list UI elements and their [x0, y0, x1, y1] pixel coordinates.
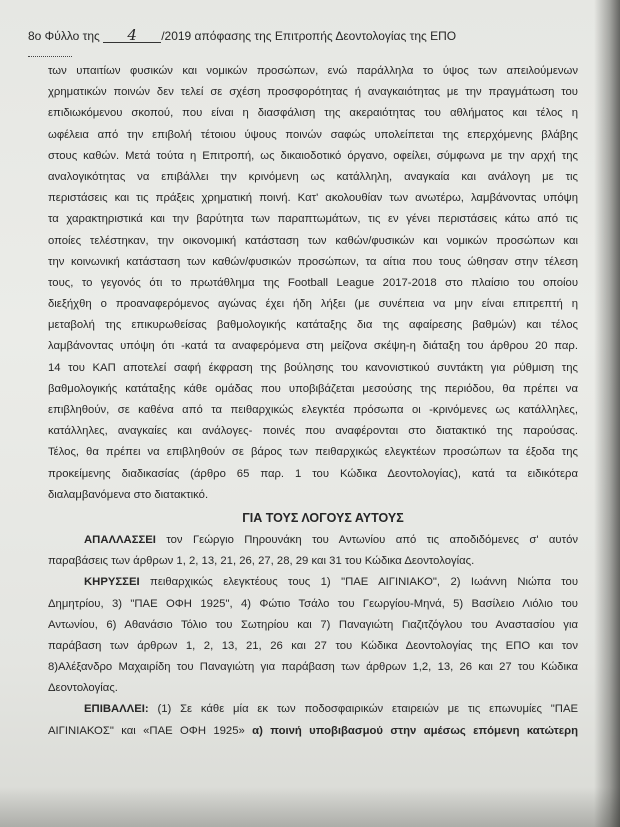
- apallassei-line: ΑΠΑΛΛΑΣΣΕΙ τον Γεώργιο Πηρουνάκη του Αντωνίου από τις αποδιδόμενες σ' αυτόν: [84, 533, 578, 546]
- text-line: χρηματικών ποινών δεν τελεί σε σχέση προσφορότητας ή αναγκαιότητας με την πραγμάτωση του: [48, 86, 578, 99]
- kiryssei-keyword: ΚΗΡΥΣΣΕΙ: [84, 576, 140, 589]
- text-line: παραβάσεις των άρθρων 1, 2, 13, 21, 26, 27, 28, 29 και 31 του Κώδικα Δεοντολογίας.: [48, 555, 475, 568]
- page-header: [28, 28, 580, 50]
- text-line: βαθμολογικής κατάταξης κάθε ομάδας που υποβιβάζεται μεσούσης της περιόδου, θα πρέπει να: [48, 382, 578, 395]
- reasoning-paragraph: [28, 61, 580, 742]
- text-line: λαμβάνοντας υπόψη ότι -κατά τα αναφερόμενα στη μείζονα σκέψη-η διάταξη του άρθρου 20 παρ.: [48, 340, 578, 353]
- text-line: μεταβολή της επικυρωθείσας βαθμολογικής κατάταξης δια της αφαίρεσης βαθμών) και τέλος: [48, 319, 578, 332]
- text-line: αναλογικότητας να επιβάλλει την κρινόμενη ως κατάλληλη, αναγκαία και ανάλογη με τις: [48, 170, 578, 183]
- text-line: διαλαμβανόμενα στο διατακτικό.: [48, 488, 209, 501]
- text-line: Τέλος, θα πρέπει να επιβληθούν σε βάρος των πειθαρχικώς ελεγκτέων προσώπων τα έξοδα της: [48, 446, 578, 459]
- dotted-separator: [28, 54, 72, 57]
- text-line: 8)Αλέξανδρο Μαχαιρίδη του Παναγιώτη για παράβαση των άρθρων 1,2, 13, 26 και 27 του Κώδικα: [48, 661, 578, 674]
- epivallei-line-2: ΑΙΓΙΝΙΑΚΟΣ" και «ΠΑΕ ΟΦΗ 1925» α) ποινή υποβιβασμού στην αμέσως επόμενη κατώτερη: [48, 724, 579, 737]
- text-line: των υπαιτίων φυσικών και νομικών προσώπων, ενώ παράλληλα το ύψος των απειλούμενων: [48, 65, 578, 77]
- section-heading: ΓΙΑ ΤΟΥΣ ΛΟΓΟΥΣ ΑΥΤΟΥΣ: [242, 510, 404, 525]
- header-suffix: /2019 απόφασης της Επιτροπής Δεοντολογίας της ΕΠΟ: [161, 29, 457, 43]
- text-line: Αντωνίου, 6) Αθανάσιο Τόλιο του Σωτηρίου και 7) Παναγιώτη Γιαζιτζόγλου του Αναστασίου για: [48, 618, 578, 631]
- kiryssei-line: ΚΗΡΥΣΣΕΙ πειθαρχικώς ελεγκτέους τους 1) "ΠΑΕ ΑΙΓΙΝΙΑΚΟ", 2) Ιωάννη Νιώπα του: [84, 576, 579, 589]
- page-bottom-shadow: [0, 787, 620, 827]
- text-line: κατάλληλες, αναγκαίες και ανάλογες- ποινές που αναφέρονται στο διατακτικό της παρούσας.: [48, 425, 578, 438]
- text-line: την κοινωνική κατάσταση των καθών/φυσικών προσώπων, τα αίτια που τους ώθησαν στην τέλεση: [48, 255, 578, 268]
- text-line: Δημητρίου, 3) "ΠΑΕ ΟΦΗ 1925", 4) Φώτιο Τσάλο του Γεωργίου-Μηνά, 5) Βασίλειο Λιόλιο του: [48, 597, 578, 610]
- text-line: ωφέλεια από την επιβολή τέτοιου ύψους ποινών σαφώς υπολείπεται της επερχόμενης βλάβης: [48, 128, 578, 141]
- apallassei-keyword: ΑΠΑΛΛΑΣΣΕΙ: [84, 533, 156, 546]
- document-content: [28, 28, 580, 742]
- text-line: επιβληθούν, σε καθένα από τα πειθαρχικώς ελεγκτέα πρόσωπα οι -κρινόμενες ως κατάλληλες,: [48, 404, 578, 416]
- text-line: Δεοντολογίας.: [48, 682, 118, 695]
- text-line: 14 του ΚΑΠ αποτελεί σαφή έκφραση της βούλησης του κανονιστικού συντάκτη για ρύθμιση της: [48, 361, 578, 374]
- text-line: τα χαρακτηριστικά και την βαρύτητα των παραπτωμάτων, τις εν γένει περιστάσεις κάτω από τις: [48, 213, 578, 226]
- epivallei-line: ΕΠΙΒΑΛΛΕΙ: (1) Σε κάθε μία εκ των ποδοσφαιρικών εταιρειών με τις επωνυμίες "ΠΑΕ: [84, 703, 579, 716]
- text-line: επιδιωκόμενου σκοπού, που είναι η διασφάλιση της ακεραιότητας του αθλήματος και τέλος η: [48, 107, 578, 120]
- text-line: στους καθών. Μετά τούτα η Επιτροπή, ως δικαιοδοτικό όργανο, οφείλει, σύμφωνα με την αρχή της: [48, 149, 578, 162]
- text-line: διεξήχθη ο προαναφερόμενος αγώνας έχει ήδη λήξει (με συνέπεια να μην είναι επιτρεπτή η: [48, 298, 578, 311]
- text-line: προκείμενης διαδικασίας (άρθρο 65 παρ. 1 του Κώδικα Δεοντολογίας), κατά τα ειδικότερα: [48, 467, 578, 480]
- text-line: τους, το γεγονός ότι το πρωτάθλημα της Football League 2017-2018 στο πλαίσιο του οποίου: [48, 276, 578, 289]
- page-edge-shadow: [594, 0, 620, 827]
- epivallei-keyword: ΕΠΙΒΑΛΛΕΙ:: [84, 703, 149, 716]
- text-line: περιστάσεις και τις πράξεις χρηματική ποινή. Κατ' ακολουθίαν των ανωτέρω, λαμβάνοντας υπόψη: [48, 192, 578, 205]
- text-line: παράβαση των άρθρων 1, 2, 13, 21, 26 και 27 του Κώδικα Δεοντολογίας της ΕΠΟ και τον: [48, 639, 578, 652]
- text-line: οποίες τελέστηκαν, την οικονομική κατάσταση των καθών/φυσικών και νομικών προσώπων και: [48, 234, 578, 247]
- header-prefix: 8ο Φύλλο της: [28, 29, 100, 43]
- handwritten-number: 4: [103, 28, 161, 43]
